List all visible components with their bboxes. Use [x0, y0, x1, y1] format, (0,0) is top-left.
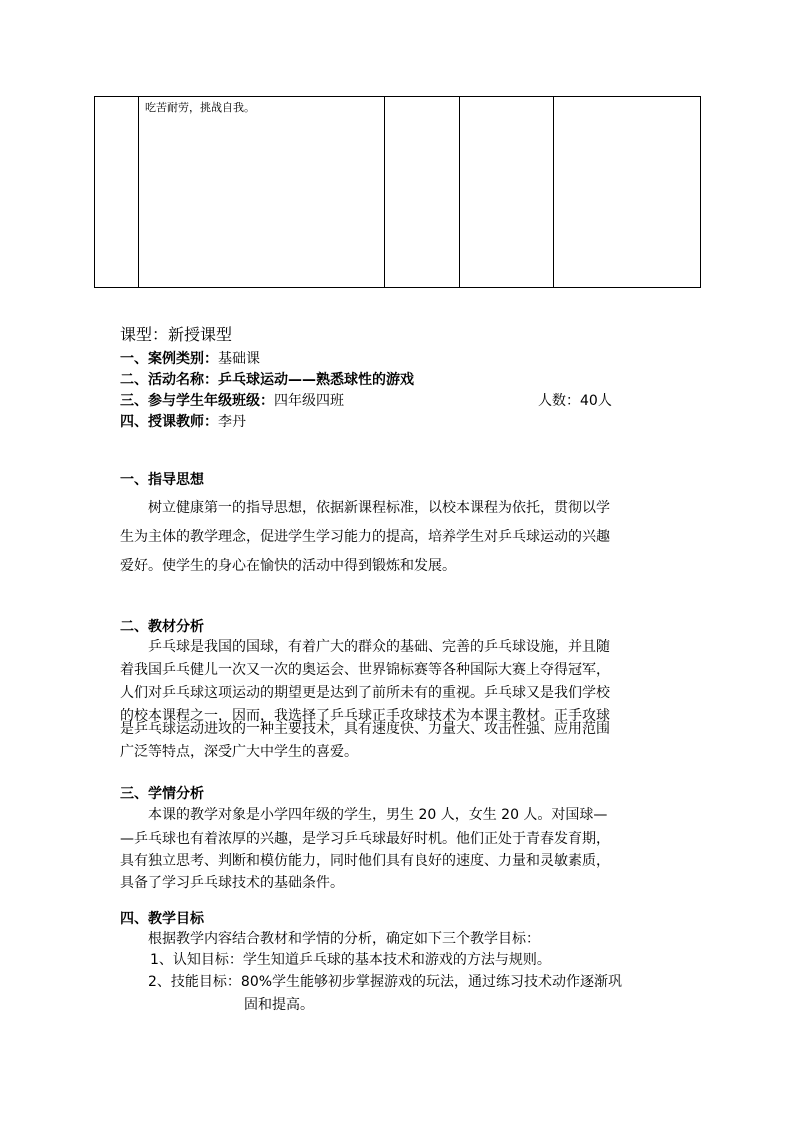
section-material-line: 着我国乒乓健儿一次又一次的奥运会、世界锦标赛等各种国际大赛上夺得冠军， — [120, 662, 610, 678]
section-material-line: 是乒乓球运动进攻的一种主要技术，具有速度快、力量大、攻击性强、应用范围 — [120, 721, 610, 737]
objective-1: 1、认知目标：学生知道乒乓球的基本技术和游戏的方法与规则。 — [150, 952, 551, 968]
info-teacher-label: 四、授课教师： — [120, 414, 218, 430]
table-cell-empty — [554, 97, 701, 288]
info-count-value: 40人 — [580, 393, 612, 409]
info-case-value: 基础课 — [218, 351, 260, 367]
table-cell-empty — [460, 97, 554, 288]
objectives-intro: 根据教学内容结合教材和学情的分析，确定如下三个教学目标： — [148, 931, 540, 947]
info-class-label: 三、参与学生年级班级： — [120, 393, 274, 409]
objective-2: 2、技能目标：80%学生能够初步掌握游戏的玩法，通过练习技术动作逐渐巩 — [148, 974, 623, 990]
info-teacher — [120, 413, 246, 431]
section-material-line: 乒乓球是我国的国球，有着广大的群众的基础、完善的乒乓球设施，并且随 — [148, 639, 610, 655]
info-count-label: 人数： — [538, 393, 580, 409]
lesson-plan-table — [94, 96, 701, 288]
section-heading-objectives: 四、教学目标 — [120, 911, 204, 927]
info-class — [120, 392, 344, 410]
table-cell-goal — [139, 97, 385, 288]
section-material-line: 广泛等特点，深受广大中学生的喜爱。 — [120, 744, 358, 760]
section-heading-students: 三、学情分析 — [120, 786, 204, 802]
info-activity-label: 二、活动名称： — [120, 372, 218, 388]
info-teacher-value: 李丹 — [218, 414, 246, 430]
lesson-type — [120, 326, 232, 344]
info-activity-value: 乒乓球运动——熟悉球性的游戏 — [218, 372, 414, 388]
table-cell-empty — [385, 97, 460, 288]
section-guiding-line: 树立健康第一的指导思想，依据新课程标准，以校本课程为依托，贯彻以学 — [148, 500, 610, 516]
info-class-value: 四年级四班 — [274, 393, 344, 409]
table-cell-empty — [95, 97, 139, 288]
section-students-line: 本课的教学对象是小学四年级的学生，男生 20 人，女生 20 人。对国球— — [148, 807, 608, 823]
info-count — [538, 392, 612, 410]
section-heading-guiding: 一、指导思想 — [120, 472, 204, 488]
section-material-line: 人们对乒乓球这项运动的期望更是达到了前所未有的重视。乒乓球又是我们学校 — [120, 685, 610, 701]
info-case — [120, 350, 260, 368]
section-guiding-line: 生为主体的教学理念，促进学生学习能力的提高，培养学生对乒乓球运动的兴趣 — [120, 529, 610, 545]
section-guiding-line: 爱好。使学生的身心在愉快的活动中得到锻炼和发展。 — [120, 558, 456, 574]
table-cell-text: 吃苦耐劳，挑战自我。 — [145, 101, 255, 114]
lesson-type-label: 课型： — [120, 325, 169, 344]
section-heading-material: 二、教材分析 — [120, 619, 204, 635]
section-students-line: 具有独立思考、判断和模仿能力，同时他们具有良好的速度、力量和灵敏素质， — [120, 853, 610, 869]
lesson-type-value: 新授课型 — [168, 325, 233, 344]
info-case-label: 一、案例类别： — [120, 351, 218, 367]
objective-2-continued: 固和提高。 — [244, 997, 314, 1013]
section-material-line: 的校本课程之一，因而，我选择了乒乓球正手攻球技术为本课主教材。正手攻球 — [120, 708, 610, 724]
info-activity — [120, 371, 414, 389]
section-students-line: —乒乓球也有着浓厚的兴趣，是学习乒乓球最好时机。他们正处于青春发育期， — [120, 831, 610, 847]
section-students-line: 具备了学习乒乓球技术的基础条件。 — [120, 875, 344, 891]
